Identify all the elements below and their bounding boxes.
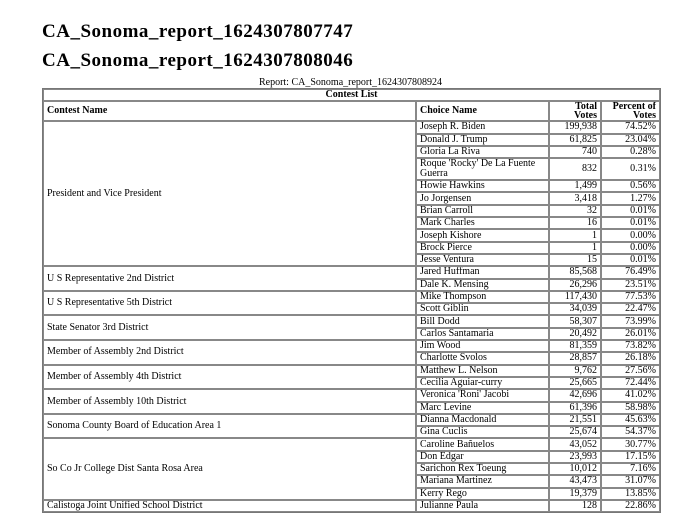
percent-votes: 17.15%	[601, 451, 660, 463]
choice-name: Dale K. Mensing	[416, 279, 549, 291]
choice-name: Mariana Martinez	[416, 475, 549, 487]
total-votes: 61,396	[549, 402, 601, 414]
contest-name: Member of Assembly 4th District	[43, 365, 416, 390]
choice-name: Roque 'Rocky' De La Fuente Guerra	[416, 158, 549, 180]
contest-table	[42, 88, 661, 513]
contest-name: Member of Assembly 10th District	[43, 389, 416, 414]
percent-votes: 76.49%	[601, 266, 660, 278]
total-votes: 19,379	[549, 488, 601, 500]
header-choice-name: Choice Name	[416, 101, 549, 121]
total-votes: 3,418	[549, 192, 601, 204]
header-percent-votes-label: Percent of Votes	[612, 101, 657, 122]
percent-votes: 22.86%	[601, 500, 660, 512]
table-body	[43, 121, 660, 512]
table-title: Contest List	[43, 89, 660, 101]
header-total-votes	[549, 101, 601, 121]
total-votes: 1	[549, 229, 601, 241]
percent-votes: 0.56%	[601, 180, 660, 192]
total-votes: 832	[549, 158, 601, 180]
total-votes: 43,473	[549, 475, 601, 487]
total-votes: 26,296	[549, 279, 601, 291]
total-votes: 42,696	[549, 389, 601, 401]
contest-name: Calistoga Joint Unified School District	[43, 500, 416, 512]
percent-votes: 73.99%	[601, 315, 660, 327]
percent-votes: 74.52%	[601, 121, 660, 133]
choice-name: Cecilia Aguiar-curry	[416, 377, 549, 389]
total-votes: 16	[549, 217, 601, 229]
contest-name: U S Representative 5th District	[43, 291, 416, 316]
choice-name: Jim Wood	[416, 340, 549, 352]
choice-name: Gina Cuclis	[416, 426, 549, 438]
choice-name: Mark Charles	[416, 217, 549, 229]
total-votes: 128	[549, 500, 601, 512]
percent-votes: 77.53%	[601, 291, 660, 303]
table-row	[43, 291, 660, 303]
choice-name: Veronica 'Roni' Jacobi	[416, 389, 549, 401]
total-votes: 32	[549, 205, 601, 217]
percent-votes: 54.37%	[601, 426, 660, 438]
percent-votes: 26.01%	[601, 328, 660, 340]
total-votes: 25,674	[549, 426, 601, 438]
header-percent-votes	[601, 101, 660, 121]
choice-name: Brock Pierce	[416, 242, 549, 254]
percent-votes: 73.82%	[601, 340, 660, 352]
choice-name: Charlotte Svolos	[416, 352, 549, 364]
total-votes: 25,665	[549, 377, 601, 389]
percent-votes: 13.85%	[601, 488, 660, 500]
percent-votes: 23.04%	[601, 134, 660, 146]
contest-name: So Co Jr College Dist Santa Rosa Area	[43, 438, 416, 499]
choice-name: Donald J. Trump	[416, 134, 549, 146]
contest-name: President and Vice President	[43, 121, 416, 266]
choice-name: Dianna Macdonald	[416, 414, 549, 426]
choice-name: Sarichon Rex Toeung	[416, 463, 549, 475]
percent-votes: 0.28%	[601, 146, 660, 158]
percent-votes: 41.02%	[601, 389, 660, 401]
contest-name: Sonoma County Board of Education Area 1	[43, 414, 416, 439]
percent-votes: 7.16%	[601, 463, 660, 475]
percent-votes: 0.31%	[601, 158, 660, 180]
total-votes: 28,857	[549, 352, 601, 364]
percent-votes: 30.77%	[601, 438, 660, 450]
total-votes: 199,938	[549, 121, 601, 133]
percent-votes: 23.51%	[601, 279, 660, 291]
table-row	[43, 266, 660, 278]
total-votes: 85,568	[549, 266, 601, 278]
table-row	[43, 365, 660, 377]
choice-name: Bill Dodd	[416, 315, 549, 327]
choice-name: Jesse Ventura	[416, 254, 549, 266]
choice-name: Mike Thompson	[416, 291, 549, 303]
report-title-1: CA_Sonoma_report_1624307807747	[42, 21, 354, 42]
percent-votes: 72.44%	[601, 377, 660, 389]
choice-name: Howie Hawkins	[416, 180, 549, 192]
percent-votes: 27.56%	[601, 365, 660, 377]
choice-name: Jo Jorgensen	[416, 192, 549, 204]
choice-name: Julianne Paula	[416, 500, 549, 512]
total-votes: 58,307	[549, 315, 601, 327]
header-contest-name: Contest Name	[43, 101, 416, 121]
table-row	[43, 121, 660, 133]
report-title-2: CA_Sonoma_report_1624307808046	[42, 50, 354, 71]
choice-name: Gloria La Riva	[416, 146, 549, 158]
table-row	[43, 340, 660, 352]
total-votes: 61,825	[549, 134, 601, 146]
percent-votes: 0.00%	[601, 229, 660, 241]
percent-votes: 31.07%	[601, 475, 660, 487]
total-votes: 740	[549, 146, 601, 158]
table-row	[43, 438, 660, 450]
total-votes: 10,012	[549, 463, 601, 475]
percent-votes: 0.01%	[601, 217, 660, 229]
total-votes: 1,499	[549, 180, 601, 192]
choice-name: Marc Levine	[416, 402, 549, 414]
choice-name: Scott Giblin	[416, 303, 549, 315]
percent-votes: 58.98%	[601, 402, 660, 414]
contest-name: Member of Assembly 2nd District	[43, 340, 416, 365]
choice-name: Jared Huffman	[416, 266, 549, 278]
contest-name: U S Representative 2nd District	[43, 266, 416, 291]
percent-votes: 26.18%	[601, 352, 660, 364]
choice-name: Caroline Bañuelos	[416, 438, 549, 450]
total-votes: 23,993	[549, 451, 601, 463]
contest-name: State Senator 3rd District	[43, 315, 416, 340]
choice-name: Carlos Santamaria	[416, 328, 549, 340]
choice-name: Matthew L. Nelson	[416, 365, 549, 377]
choice-name: Don Edgar	[416, 451, 549, 463]
table-row	[43, 500, 660, 512]
table-row	[43, 315, 660, 327]
total-votes: 15	[549, 254, 601, 266]
total-votes: 20,492	[549, 328, 601, 340]
percent-votes: 45.63%	[601, 414, 660, 426]
total-votes: 117,430	[549, 291, 601, 303]
percent-votes: 0.01%	[601, 254, 660, 266]
percent-votes: 0.00%	[601, 242, 660, 254]
choice-name: Kerry Rego	[416, 488, 549, 500]
table-row	[43, 414, 660, 426]
table-row	[43, 389, 660, 401]
choice-name: Joseph R. Biden	[416, 121, 549, 133]
percent-votes: 1.27%	[601, 192, 660, 204]
table-caption: Report: CA_Sonoma_report_1624307808924	[258, 77, 443, 88]
total-votes: 1	[549, 242, 601, 254]
total-votes: 21,551	[549, 414, 601, 426]
total-votes: 81,359	[549, 340, 601, 352]
total-votes: 9,762	[549, 365, 601, 377]
percent-votes: 0.01%	[601, 205, 660, 217]
total-votes: 43,052	[549, 438, 601, 450]
percent-votes: 22.47%	[601, 303, 660, 315]
header-total-votes-label: Total Votes	[574, 101, 597, 122]
total-votes: 34,039	[549, 303, 601, 315]
choice-name: Joseph Kishore	[416, 229, 549, 241]
choice-name: Brian Carroll	[416, 205, 549, 217]
